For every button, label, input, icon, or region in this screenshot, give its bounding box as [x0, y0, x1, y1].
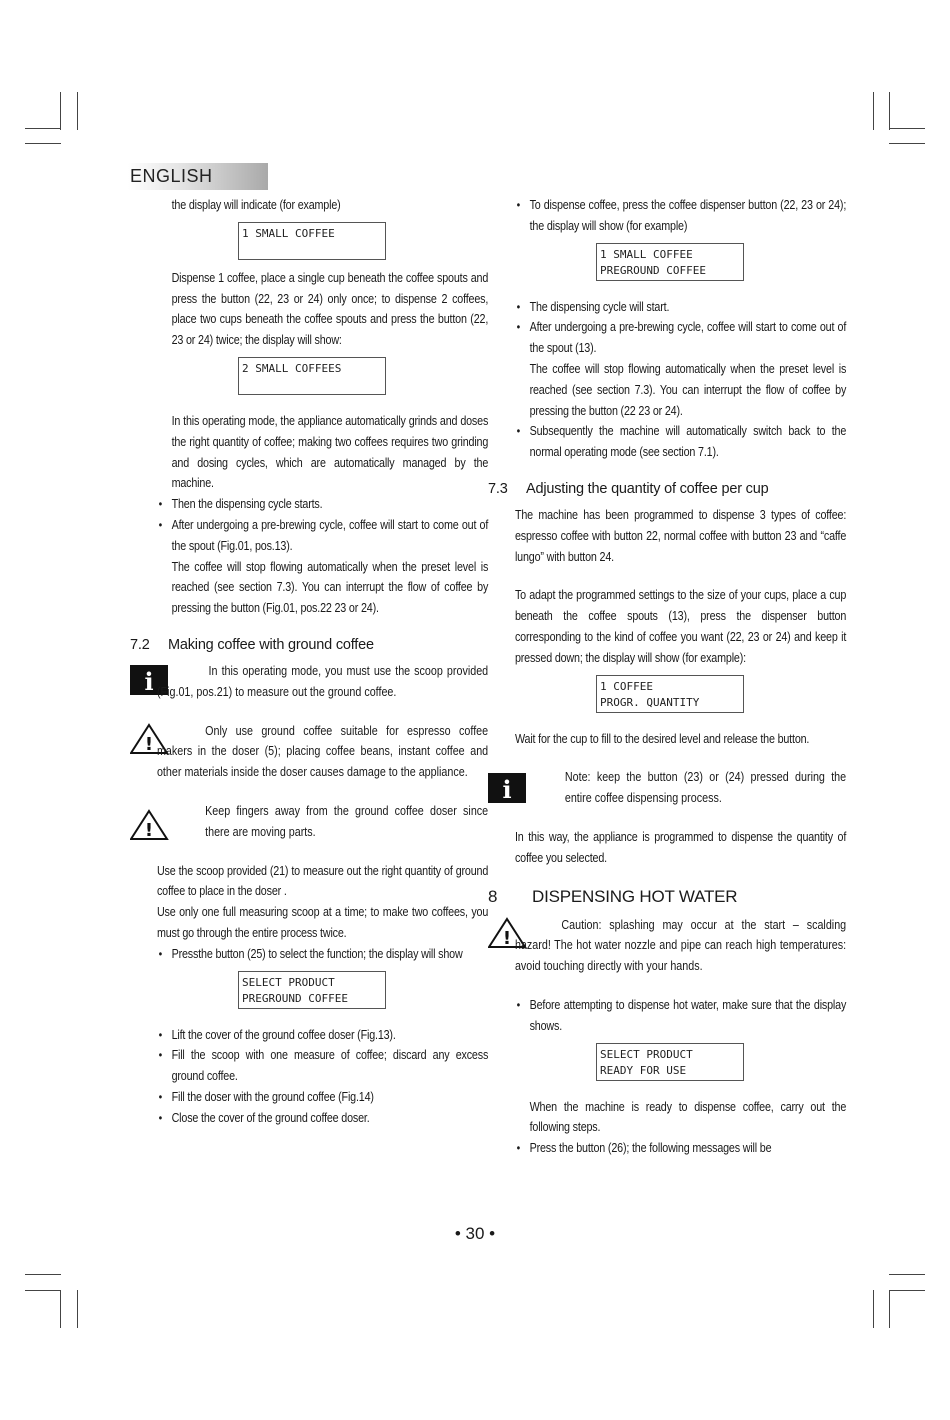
- crop-mark: [889, 128, 925, 129]
- note-text: Caution: splashing may occur at the start – scalding hazard! The hot water nozzle and pipe can reach high temperatures: avoid touching directly with your hands.: [514, 917, 847, 974]
- svg-text:i: i: [144, 666, 154, 696]
- crop-mark: [60, 92, 61, 130]
- bullet-item: • Lift the cover of the ground coffee doser (Fig.13).: [157, 1025, 488, 1046]
- lcd-line: PROGR. QUANTITY: [600, 695, 700, 709]
- note-text: In this operating mode, you must use the scoop provided (Fig.01, pos.21) to measure out the ground coffee.: [156, 663, 489, 699]
- section-title: Adjusting the quantity of coffee per cup: [526, 480, 769, 497]
- crop-mark: [889, 143, 925, 144]
- crop-mark: [25, 1290, 61, 1291]
- lcd-line: SELECT PRODUCT: [242, 975, 335, 989]
- page-number: • 30 •: [454, 1224, 496, 1243]
- paragraph: The coffee will stop flowing automatically when the preset level is reached (see section 7.3). You can interrupt the flow of coffee by pressing the button (Fig.01, pos.22 23 or 24).: [171, 559, 489, 616]
- lcd-display: [238, 222, 386, 260]
- warning-note: [130, 721, 489, 783]
- bullet-item: • To dispense coffee, press the coffee dispenser button (22, 23 or 24); the display will show (for example): [515, 195, 846, 237]
- paragraph: Wait for the cup to fill to the desired level and release the button.: [514, 731, 810, 746]
- paragraph: Use only one full measuring scoop at a time; to make two coffees, you must go through the entire process twice.: [156, 905, 489, 940]
- section-number: 8: [488, 886, 498, 906]
- note-text: Note: keep the button (23) or (24) pressed during the entire coffee dispensing process.: [564, 770, 847, 806]
- paragraph: The machine has been programmed to dispense 3 types of coffee: espresso coffee with button 22, normal coffee with button 23 and “caffe lungo” with button 24.: [514, 507, 847, 564]
- info-note: [130, 661, 489, 703]
- section-number: 7.2: [130, 636, 150, 653]
- section-heading-7-3: [488, 481, 820, 497]
- paragraph: Use the scoop provided (21) to measure out the right quantity of ground coffee to place in the doser .: [156, 863, 489, 899]
- left-column: [130, 195, 489, 1129]
- bullet-item: • After undergoing a pre-brewing cycle, coffee will start to come out of the spout (Fig.01, pos.13).: [157, 515, 488, 557]
- section-heading-7-2: [130, 637, 462, 653]
- paragraph: When the machine is ready to dispense coffee, carry out the following steps.: [529, 1099, 847, 1135]
- bullet-item: • The dispensing cycle will start.: [515, 297, 846, 318]
- section-number: 7.3: [488, 480, 508, 497]
- lcd-display: [238, 971, 386, 1009]
- info-note: [488, 767, 847, 809]
- svg-text:!: !: [144, 819, 154, 841]
- section-heading-8: [488, 887, 820, 907]
- bullet-item: • Fill the scoop with one measure of coffee; discard any excess ground coffee.: [157, 1045, 488, 1087]
- paragraph: In this operating mode, the appliance automatically grinds and doses the right quantity of coffee; making two coffees requires two grinding and dosing cycles, which are automatically managed by the machine.: [171, 413, 489, 491]
- lcd-line: 1 SMALL COFFEE: [242, 226, 335, 240]
- crop-mark: [889, 1290, 925, 1291]
- lcd-display: [596, 675, 744, 713]
- crop-mark: [889, 1274, 925, 1275]
- warning-note: [130, 801, 489, 843]
- bullet-item: • Subsequently the machine will automatically switch back to the normal operating mode (see section 7.1).: [515, 421, 846, 463]
- lcd-line: 1 SMALL COFFEE: [600, 247, 693, 261]
- section-title: Making coffee with ground coffee: [168, 636, 374, 653]
- bullet-item: • Close the cover of the ground coffee doser.: [157, 1108, 488, 1129]
- crop-mark: [77, 1290, 78, 1328]
- bullet-item: • Before attempting to dispense hot water, make sure that the display shows.: [515, 995, 846, 1037]
- language-label: ENGLISH: [130, 166, 213, 186]
- crop-mark: [873, 1290, 874, 1328]
- paragraph: In this way, the appliance is programmed to dispense the quantity of coffee you selected.: [514, 829, 847, 865]
- note-text: Keep fingers away from the ground coffee doser since there are moving parts.: [205, 803, 489, 839]
- warning-note: [488, 915, 847, 977]
- intro-text: the display will indicate (for example): [171, 198, 341, 212]
- lcd-line: PREGROUND COFFEE: [242, 991, 348, 1005]
- svg-text:!: !: [144, 733, 154, 755]
- bullet-item: • Fill the doser with the ground coffee (Fig.14): [157, 1087, 488, 1108]
- section-title: DISPENSING HOT WATER: [532, 886, 738, 906]
- crop-mark: [25, 1274, 61, 1275]
- bullet-item: • After undergoing a pre-brewing cycle, coffee will start to come out of the spout (13).: [515, 317, 846, 359]
- crop-mark: [873, 92, 874, 130]
- lcd-line: PREGROUND COFFEE: [600, 263, 706, 277]
- paragraph: To adapt the programmed settings to the size of your cups, place a cup beneath the coffee spouts (13), press the dispenser button corresponding to the kind of coffee you want (22, 23 or 24) and keep it pressed down; the display will show (for example):: [514, 588, 847, 665]
- crop-mark: [60, 1290, 61, 1328]
- note-text: Only use ground coffee suitable for espresso coffee makers in the doser (5); placing coffee beans, instant coffee and other materials inside the doser causes damage to the appliance.: [156, 723, 489, 780]
- paragraph: The coffee will stop flowing automatically when the preset level is reached (see section 7.3). You can interrupt the flow of coffee by pressing the button (22 23 or 24).: [529, 361, 847, 418]
- crop-mark: [77, 92, 78, 130]
- svg-text:!: !: [502, 927, 512, 949]
- lcd-line: READY FOR USE: [600, 1063, 687, 1077]
- right-column: [488, 195, 847, 1159]
- svg-text:i: i: [502, 775, 512, 805]
- bullet-item: • Press the button (26); the following messages will be: [515, 1138, 846, 1159]
- lcd-display: [596, 243, 744, 281]
- lcd-line: 2 SMALL COFFEES: [242, 361, 342, 375]
- lcd-display: [596, 1043, 744, 1081]
- lcd-line: SELECT PRODUCT: [600, 1047, 693, 1061]
- lcd-line: 1 COFFEE: [600, 679, 653, 693]
- crop-mark: [25, 143, 61, 144]
- bullet-item: • Then the dispensing cycle starts.: [157, 494, 488, 515]
- crop-mark: [889, 92, 890, 130]
- crop-mark: [889, 1290, 890, 1328]
- paragraph: Dispense 1 coffee, place a single cup beneath the coffee spouts and press the button (22, 23 or 24) only once; to dispense 2 coffees, place two cups beneath the coffee spouts and press the button (22, 23 or 24) twice; the display will show:: [171, 270, 489, 348]
- crop-mark: [25, 128, 61, 129]
- lcd-display: [238, 357, 386, 395]
- bullet-item: • Pressthe button (25) to select the function; the display will show: [157, 944, 488, 965]
